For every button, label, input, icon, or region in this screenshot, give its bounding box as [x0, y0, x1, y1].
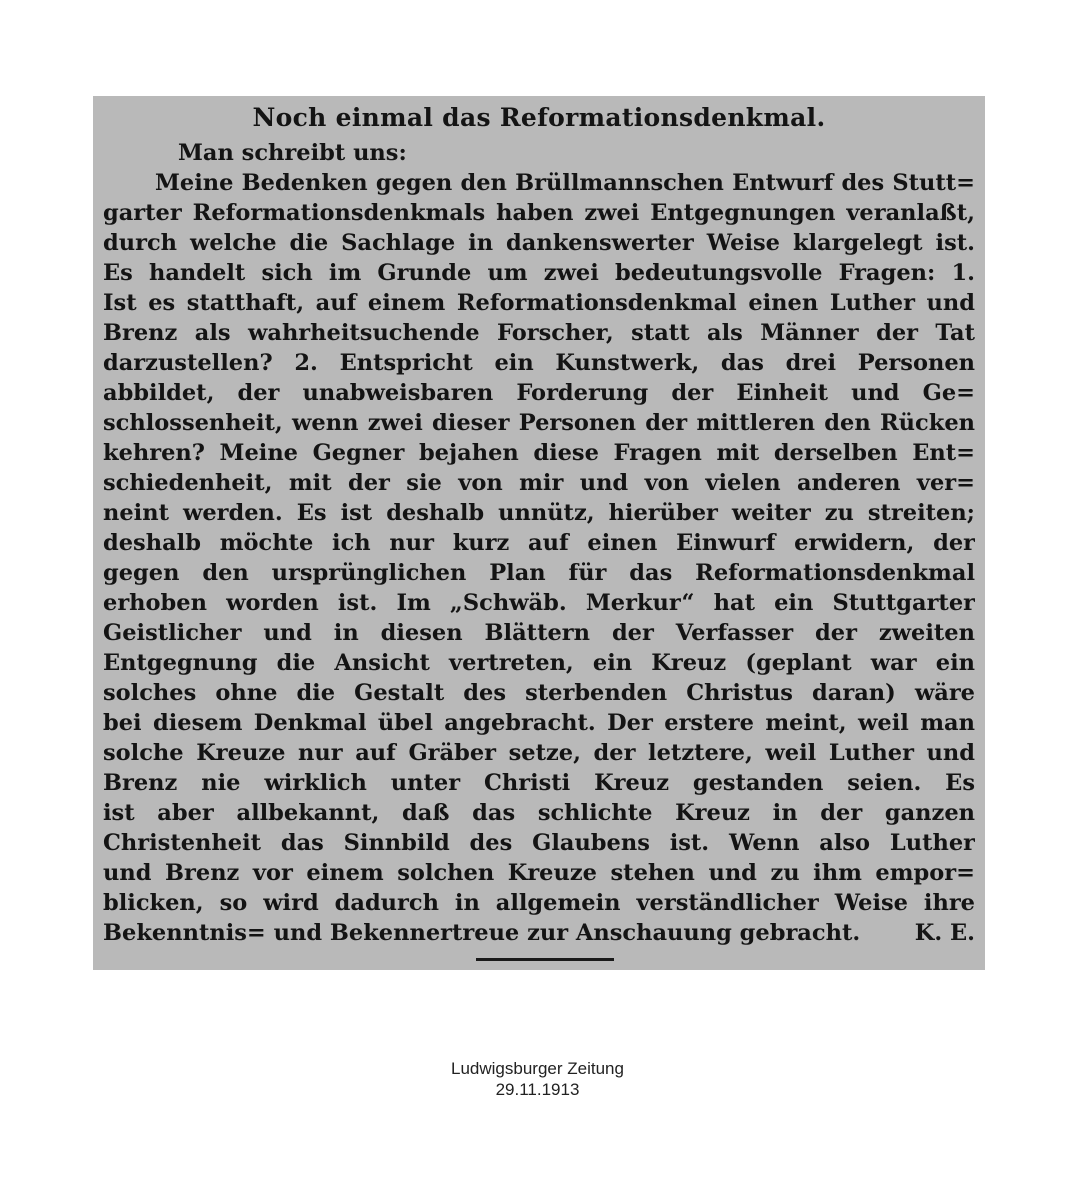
article-line: Geistlicher und in diesen Blättern der Verfasser der zweiten — [103, 620, 975, 646]
article-line: schlossenheit, wenn zwei dieser Personen der mittleren den Rücken — [103, 410, 975, 436]
article-line: neint werden. Es ist deshalb unnütz, hierüber weiter zu streiten; — [103, 500, 975, 526]
end-rule — [476, 958, 614, 961]
article-line: blicken, so wird dadurch in allgemein verständlicher Weise ihre — [103, 890, 975, 916]
article-line: durch welche die Sachlage in dankenswerter Weise klargelegt ist. — [103, 230, 975, 256]
article-line: solches ohne die Gestalt des sterbenden Christus daran) wäre — [103, 680, 975, 706]
caption-source: Ludwigsburger Zeitung — [451, 1059, 624, 1078]
article-body — [103, 168, 975, 918]
article-signature: K. E. — [914, 920, 975, 946]
article-line: kehren? Meine Gegner bejahen diese Fragen mit derselben Ent= — [103, 440, 975, 466]
article-line: gegen den ursprünglichen Plan für das Reformationsdenkmal — [103, 560, 975, 586]
article-line: Brenz als wahrheitsuchende Forscher, statt als Männer der Tat — [103, 320, 975, 346]
article-line: solche Kreuze nur auf Gräber setze, der letztere, weil Luther und — [103, 740, 975, 766]
article-line: Brenz nie wirklich unter Christi Kreuz gestanden seien. Es — [103, 770, 975, 796]
article-line: Meine Bedenken gegen den Brüllmannschen Entwurf des Stutt= — [155, 170, 975, 196]
article-line: ist aber allbekannt, daß das schlichte Kreuz in der ganzen — [103, 800, 975, 826]
article-line: schiedenheit, mit der sie von mir und von vielen anderen ver= — [103, 470, 975, 496]
article-line: abbildet, der unabweisbaren Forderung der Einheit und Ge= — [103, 380, 975, 406]
caption-date: 29.11.1913 — [495, 1080, 580, 1099]
article-line: Entgegnung die Ansicht vertreten, ein Kreuz (geplant war ein — [103, 650, 975, 676]
article-line: garter Reformationsdenkmals haben zwei Entgegnungen veranlaßt, — [103, 200, 975, 226]
article-line: bei diesem Denkmal übel angebracht. Der erstere meint, weil man — [103, 710, 975, 736]
article-line: Ist es statthaft, auf einem Reformationsdenkmal einen Luther und — [103, 290, 975, 316]
article-line: deshalb möchte ich nur kurz auf einen Einwurf erwidern, der — [103, 530, 975, 556]
article-line: darzustellen? 2. Entspricht ein Kunstwerk, das drei Personen — [103, 350, 975, 376]
article-line: Christenheit das Sinnbild des Glaubens ist. Wenn also Luther — [103, 830, 975, 856]
article-line: Es handelt sich im Grunde um zwei bedeutungsvolle Fragen: 1. — [103, 260, 975, 286]
article-headline: Noch einmal das Reformationsdenkmal. — [252, 103, 826, 132]
article-salutation: Man schreibt uns: — [178, 140, 407, 166]
article-last-line: Bekenntnis= und Bekennertreue zur Anschauung gebracht. — [103, 920, 861, 946]
article-line: erhoben worden ist. Im „Schwäb. Merkur“ hat ein Stuttgarter — [103, 590, 975, 616]
newspaper-clipping — [93, 96, 985, 970]
article-closing-line — [103, 918, 975, 948]
article-line: und Brenz vor einem solchen Kreuze stehen und zu ihm empor= — [103, 860, 975, 886]
